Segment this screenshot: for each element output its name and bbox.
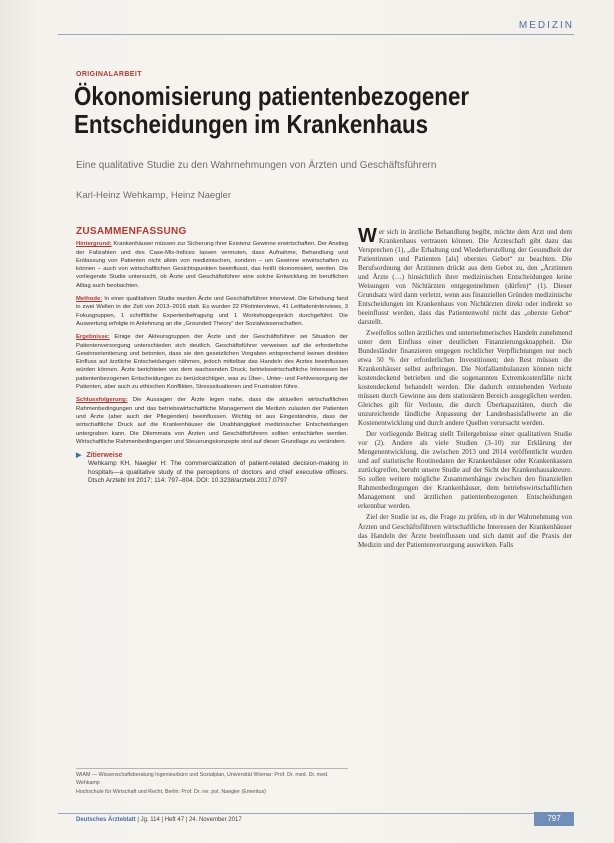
footnote-rule: [76, 768, 348, 769]
results-label: Ergebnisse:: [76, 334, 110, 341]
article-subtitle: Eine qualitative Studie zu den Wahrnehmungen von Ärzten und Geschäftsführern: [76, 160, 437, 171]
abstract-method: [76, 295, 348, 328]
conclusion-label: Schlussfolgerung:: [76, 397, 128, 404]
body-paragraph-1-text: er sich in ärztliche Behandlung begibt, möchte dem Arzt und dem Krankenhaus vertrauen können. Die Ärzteschaft gibt dazu das Versprechen (1), „die Erhaltung und Wiederherstellung der Gesundheit der Patientinnen und Patienten [als] oberstes Gebot“ zu beachten. Die Berufsordnung der Ärztinnen drückt aus dem Gebot zu, den „Ärztinnen und Ärzte (…) hinsichtlich ihrer medizinischen Entscheidungen keine Weisungen von Nichtärzten entgegennehmen (dürfen)“ (1). Dieser Grundsatz wird dann verletzt, wenn aus finanziellen Gründen medizinische Entscheidungen im Krankenhaus von Nichtärzten direkt oder indirekt so beeinflusst werden, dass das Patientenwohl nicht das „oberste Gebot“ darstellt.: [358, 228, 572, 327]
body-paragraph-4: Ziel der Studie ist es, die Frage zu prüfen, ob in der Wahrnehmung von Ärzten und Geschäftsführern wirtschaftliche Interessen der Krankenhäuser das Handeln der Ärzte beeinflussen und sich damit auf die Praxis der Medizin und der Patientenversorgung auswirken. Falls: [358, 513, 572, 549]
footnotes: [76, 772, 348, 799]
footnote-affiliation-2: Hochschule für Wirtschaft und Recht, Berlin: Prof. Dr. rer. pol. Naegler (Emeritus): [76, 789, 266, 796]
background-label: Hintergrund:: [76, 241, 112, 248]
page-number: 797: [534, 812, 574, 826]
citation-block: [76, 452, 348, 486]
body-column: [358, 225, 572, 552]
drop-cap: W: [358, 225, 377, 247]
body-paragraph-1: [358, 225, 572, 327]
body-paragraph-3: Der vorliegende Beitrag stellt Teilergebnisse einer qualitativen Studie vor (2). Andere als viele Studien (3–10) zur Erklärung der Mengenentwicklung, die zwischen 2013 und 2014 veröffentlicht wurden und auf statistische Routinedaten der Krankenhäuser oder Krankenkassen zurückgreifen, beruht unsere Studie auf der Sicht der Krankenhausakteure. So sollen weitere mögliche Zusammenhänge zwischen den finanziellen Rahmenbedingungen der Krankenhäuser, dem betriebswirtschaftlichen Management und ärztlichen patientenbezogenen Entscheidungen erkennbar werden.: [358, 430, 572, 511]
footnote-affiliation-1: WIAM — Wissenschaftsberatung Ingenieurbüro und Sozialplan, Universität Wismar: Prof. Dr. med. Dr. med. Wehkamp: [76, 772, 329, 786]
article-title: Ökonomisierung patientenbezogener Entscheidungen im Krankenhaus: [74, 81, 470, 139]
citation-heading: [76, 452, 348, 460]
article-authors: Karl-Heinz Wehkamp, Heinz Naegler: [76, 190, 232, 201]
abstract-conclusion: [76, 396, 348, 446]
background-text: Krankenhäuser müssen zur Sicherung ihrer Existenz Gewinne erwirtschaften. Der Anstieg der Fallzahlen und des Case-Mix-Indices lassen vermuten, dass Aufnahme, Behandlung und Entlassung von Patienten nicht allein von medizinischen, sondern – um Gewinne erwirtschaften zu können – auch von wirtschaftlichen Gesichtspunkten beeinflusst, das heißt ökonomisiert, werden. Die vorliegende Studie untersucht, ob Ärzte und Geschäftsführer eine solche Entwicklung im beruflichen Alltag auch beobachten.: [76, 241, 348, 289]
footer-citation: [76, 817, 242, 823]
footer-rule: [58, 813, 574, 814]
body-paragraph-2: Zweifellos sollen ärztliches und unternehmerisches Handeln zunehmend unter dem Einfluss einer deutlichen Finanzierungsknappheit. Die Bundesländer finanzieren entgegen rechtlicher Verpflichtungen nur noch etwa 50 % der erforderlichen Investitionen; den Rest müssen die Krankenhäuser selbst aufbringen. Die Notfallambulanzen können nicht kostendeckend betrieben und die sogenannten Extremkostenfälle nicht kostendeckend behandelt werden. Die dadurch entstehenden Verluste müssen durch Gewinne aus dem stationären Bereich ausgeglichen werden. Gleiches gilt für Verluste, die durch Überkapazitäten, durch die unzureichende ländliche Anpassung der Landesbasisfallwerte an die Kostenentwicklung und durch andere Quellen verursacht werden.: [358, 329, 572, 428]
abstract-box: [76, 228, 348, 486]
triangle-right-icon: ▶: [76, 452, 82, 460]
journal-name: Deutsches Ärzteblatt: [76, 817, 136, 823]
conclusion-text: Die Aussagen der Ärzte legen nahe, dass die aktuellen wirtschaftlichen Rahmenbedingungen und das betriebswirtschaftliche Management die Medizin zulasten der Patienten und Ärzte (aber auch der Pflegenden) beeinflussen. Wichtig ist aus Eingeständnis, dass der wirtschaftliche Druck auf die Krankenhäuser die Unabhängigkeit medizinischer Entscheidungen untergraben kann. Die Dilemmata von Ärzten und Geschäftsführern sollten entschärfen werden. Wirtschaftliche Rahmenbedingungen und Steuerungskonzepte sind auf dieser Grundlage zu verändern.: [76, 397, 348, 445]
abstract-background: [76, 240, 348, 290]
article-type: ORIGINALARBEIT: [76, 71, 142, 78]
results-text: Einige der Akteursgruppen der Ärzte und der Geschäftsführer sei Situation der Patientenversorgung unterschieden sich deutlich. Geschäftsführer verweisen auf die erforderliche Gewinnorientierung und betonten, dass sie den gesetzlichen Vorgaben entsprechend keinen direkten Einfluss auf ärztliche Entscheidungen nähmen, jedoch mittelbar das Handeln des Arztes beeinflussen würden können. Ärzte berichteten von dem wachsenden Druck, betriebswirtschaftliche Interessen bei patientenbezogenen Entscheidungen zu berücksichtigen, was zu Über-, Unter- und Fehlversorgung der Patienten, aber auch zu ethischen Konflikten, Stresssituationen und Frustration führe.: [76, 334, 348, 391]
abstract-results: [76, 333, 348, 391]
section-label: MEDIZIN: [518, 20, 574, 31]
issue-info: | Jg. 114 | Heft 47 | 24. November 2017: [137, 817, 242, 823]
abstract-heading: ZUSAMMENFASSUNG: [76, 226, 187, 237]
header-rule: [58, 34, 574, 35]
citation-text: Wehkamp KH, Naegler H: The commercialization of patient-related decision-making in hospitals—a qualitative study of the perceptions of doctors and chief executive officers. Dtsch Arztebl Int 2017; 114: 797–804. DOI: 10.3238/arztebl.2017.0797: [88, 460, 348, 485]
method-label: Methode:: [76, 296, 103, 303]
citation-heading-text: Zitierweise: [86, 452, 123, 460]
method-text: In einer qualitativen Studie wurden Ärzte und Geschäftsführer interviewt. Die Erhebung fand in zwei Wellen in der Zeit von 2013–2016 statt. Es wurden 22 Pilotinterviews, 41 Leitfadeninterviews, 3 Fokusgruppen, 1 schriftliche Expertenbefragung und 1 Workshopgespräch durchgeführt. Die Auswertung erfolgte in Anlehnung an die „Grounded Theory“ der Sozialwissenschaften.: [76, 296, 348, 327]
